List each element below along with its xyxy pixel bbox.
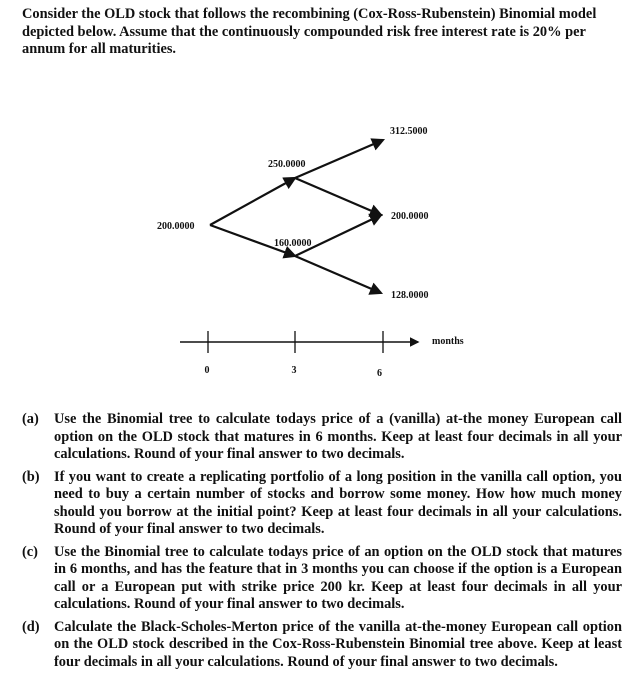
question-label: (c)	[22, 543, 38, 560]
branch-down-updown	[295, 215, 381, 256]
question-text: If you want to create a replicating portfolio of a long position in the vanilla call option, you need to buy a certain number of stocks and borrow some money. How how much money should you borrow at the initial point? Keep at least four decimals in all your calculations. Round of your final answer to two decimals.	[54, 468, 622, 537]
timeline-tick-label: 6	[377, 368, 382, 379]
node-up-label: 250.0000	[268, 159, 306, 170]
node-updown-label: 200.0000	[391, 211, 429, 222]
question-text: Calculate the Black-Scholes-Merton price of the vanilla at-the-money European call option on the OLD stock described in the Cox-Ross-Rubenstein Binomial tree above. Keep at least four decimals in all your calculations. Round of your final answer to two decimals.	[54, 618, 622, 670]
branch-up-upup	[295, 140, 383, 178]
node-downdown-label: 128.0000	[391, 290, 429, 301]
question-label: (d)	[22, 618, 40, 635]
question-item	[22, 469, 622, 539]
question-text: Use the Binomial tree to calculate todays price of a (vanilla) at-the money European call option on the OLD stock that matures in 6 months. Keep at least four decimals in all your calculations. Round of your final answer to two decimals.	[54, 411, 622, 462]
question-item	[22, 544, 622, 614]
node-root-label: 200.0000	[157, 221, 195, 232]
question-label: (a)	[22, 411, 39, 427]
timeline-tick-label: 0	[204, 365, 210, 376]
question-item	[22, 619, 622, 672]
question-list	[22, 411, 622, 676]
question-text: Use the Binomial tree to calculate todays price of an option on the OLD stock that matures in 6 months, and has the feature that in 3 months you can choose if the option is a European call or a European put with strike price 200 kr. Keep at least four decimals in all your calculations. Round of your final answer to two decimals.	[54, 543, 622, 612]
node-down-label: 160.0000	[274, 238, 312, 249]
question-item	[22, 411, 622, 464]
branch-down-downdown	[295, 256, 381, 293]
timeline-tick-label: 3	[291, 365, 297, 376]
intro-paragraph: Consider the OLD stock that follows the recombining (Cox-Ross-Rubenstein) Binomial model depicted below. Assume that the continuously compounded risk free interest rate is 20% per annum for all maturities.	[22, 6, 597, 57]
timeline-unit-label: months	[432, 336, 464, 347]
branch-root-up	[210, 178, 295, 225]
branch-up-updown	[295, 178, 381, 215]
question-label: (b)	[22, 468, 40, 485]
node-upup-label: 312.5000	[390, 126, 428, 137]
